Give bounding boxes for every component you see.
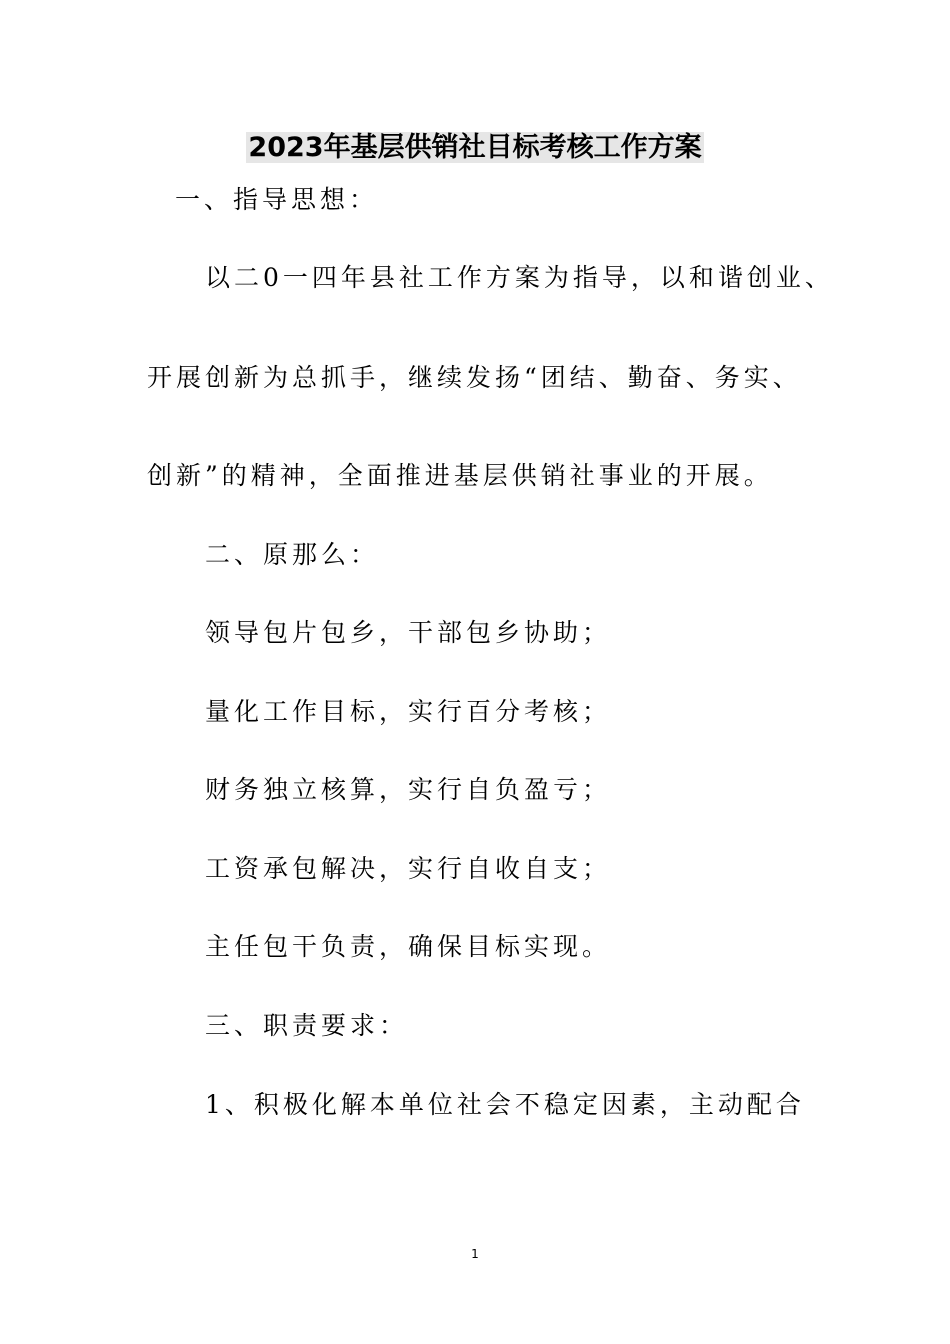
principle-item: 工资承包解决，实行自收自支； xyxy=(205,854,612,883)
paragraph-line: 开展创新为总抓手，继续发扬“团结、勤奋、务实、 xyxy=(147,363,802,392)
principle-item: 领导包片包乡，干部包乡协助； xyxy=(205,618,612,647)
page-number: 1 xyxy=(471,1247,479,1261)
section-heading-responsibilities: 三、职责要求： xyxy=(205,1011,409,1040)
document-title-text: 2023年基层供销社目标考核工作方案 xyxy=(248,132,702,163)
section-heading-guiding-ideology: 一、指导思想： xyxy=(175,185,379,214)
principle-item: 主任包干负责，确保目标实现。 xyxy=(205,932,612,961)
paragraph-line: 创新”的精神，全面推进基层供销社事业的开展。 xyxy=(147,461,773,490)
principle-item: 量化工作目标，实行百分考核； xyxy=(205,697,612,726)
document-title xyxy=(0,128,950,168)
principle-item: 财务独立核算，实行自负盈亏； xyxy=(205,775,612,804)
responsibility-item: 1、积极化解本单位社会不稳定因素，主动配合 xyxy=(205,1090,805,1119)
section-heading-principles: 二、原那么： xyxy=(205,540,380,569)
paragraph-line: 以二0一四年县社工作方案为指导，以和谐创业、 xyxy=(205,263,834,292)
